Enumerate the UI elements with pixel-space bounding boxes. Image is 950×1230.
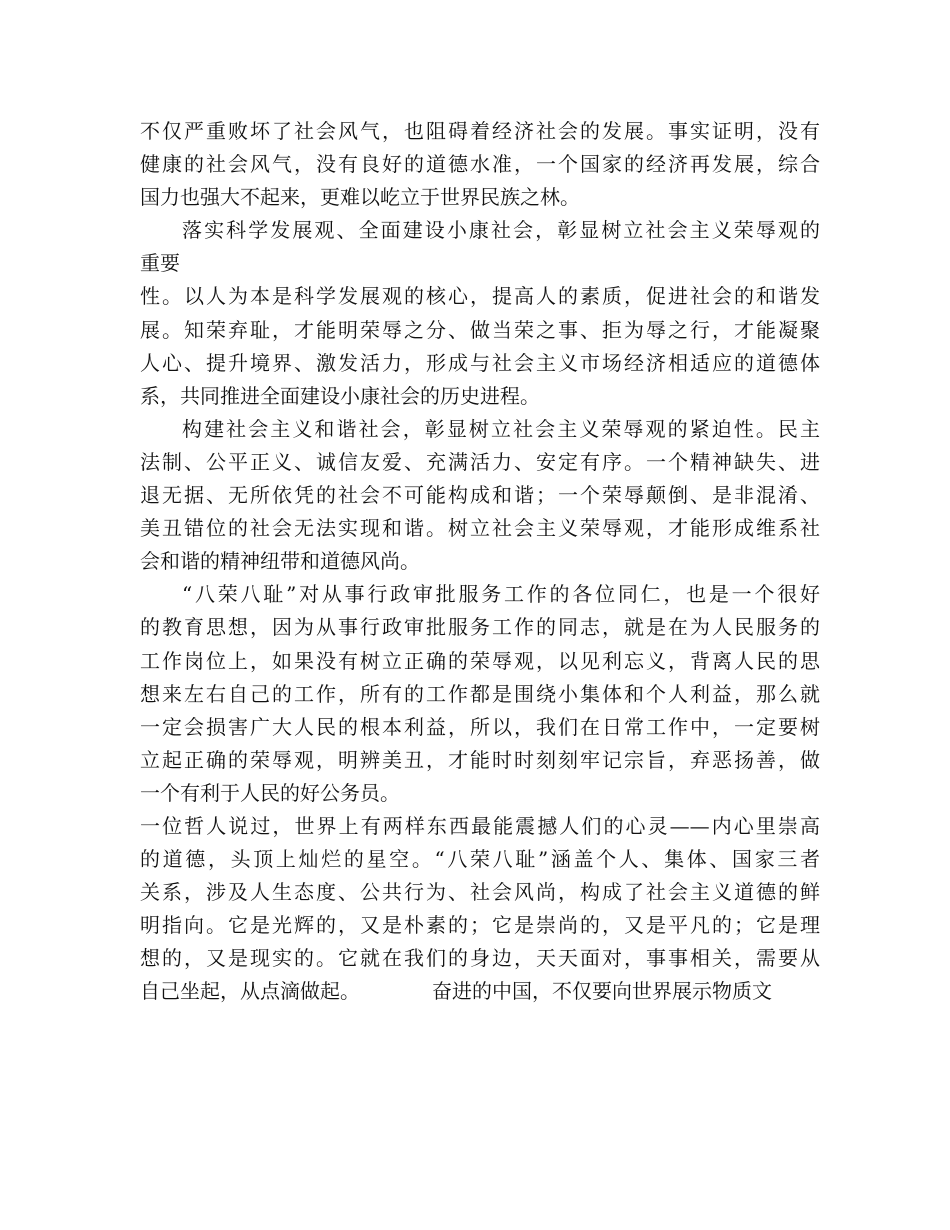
body-line: 国力也强大不起来，更难以屹立于世界民族之林。	[140, 185, 580, 210]
body-line: 关系，涉及人生态度、公共行为、社会风尚，构成了社会主义道德的鲜	[140, 880, 820, 905]
body-line: 会和谐的精神纽带和道德风尚。	[140, 549, 420, 574]
body-line: 的教育思想，因为从事行政审批服务工作的同志，就是在为人民服务的	[140, 615, 820, 640]
body-line-final	[140, 975, 820, 1008]
body-line: “八荣八耻”对从事行政审批服务工作的各位同仁，也是一个很好	[182, 582, 820, 607]
body-line: 健康的社会风气，没有良好的道德水准，一个国家的经济再发展，综合	[140, 152, 820, 177]
body-line: 美丑错位的社会无法实现和谐。树立社会主义荣辱观，才能形成维系社	[140, 516, 820, 541]
body-line: 的道德，头顶上灿烂的星空。“八荣八耻”涵盖个人、集体、国家三者	[140, 847, 820, 872]
body-line: 工作岗位上，如果没有树立正确的荣辱观，以见利忘义，背离人民的思	[140, 648, 820, 673]
body-line: 性。以人为本是科学发展观的核心，提高人的素质，促进社会的和谐发	[140, 284, 820, 309]
body-line: 落实科学发展观、全面建设小康社会，彰显树立社会主义荣辱观的	[182, 218, 820, 243]
body-line: 构建社会主义和谐社会，彰显树立社会主义荣辱观的紧迫性。民主	[182, 416, 820, 441]
body-line: 重要	[140, 251, 180, 276]
body-line: 想的，又是现实的。它就在我们的身边，天天面对，事事相关，需要从	[140, 946, 820, 971]
body-line: 想来左右自己的工作，所有的工作都是围绕小集体和个人利益，那么就	[140, 681, 820, 706]
final-line-end: 奋进的中国，不仅要向世界展示物质文	[432, 979, 772, 1004]
body-line: 立起正确的荣辱观，明辨美丑，才能时时刻刻牢记宗旨，弃恶扬善，做	[140, 747, 820, 772]
body-line: 系，共同推进全面建设小康社会的历史进程。	[140, 383, 540, 408]
body-line: 明指向。它是光辉的，又是朴素的；它是崇尚的，又是平凡的；它是理	[140, 913, 820, 938]
body-line: 一个有利于人民的好公务员。	[140, 780, 400, 805]
body-line: 不仅严重败坏了社会风气，也阻碍着经济社会的发展。事实证明，没有	[140, 119, 820, 143]
document-body	[140, 115, 820, 1009]
body-line: 退无据、无所依凭的社会不可能构成和谐；一个荣辱颠倒、是非混淆、	[140, 483, 820, 508]
final-line-start: 自己坐起，从点滴做起。	[140, 979, 360, 1004]
body-line: 一定会损害广大人民的根本利益，所以，我们在日常工作中，一定要树	[140, 714, 820, 739]
body-line: 法制、公平正义、诚信友爱、充满活力、安定有序。一个精神缺失、进	[140, 449, 820, 474]
body-line: 一位哲人说过，世界上有两样东西最能震撼人们的心灵——内心里崇高	[140, 813, 820, 838]
body-line: 展。知荣弃耻，才能明荣辱之分、做当荣之事、拒为辱之行，才能凝聚	[140, 317, 820, 342]
body-line: 人心、提升境界、激发活力，形成与社会主义市场经济相适应的道德体	[140, 350, 820, 375]
